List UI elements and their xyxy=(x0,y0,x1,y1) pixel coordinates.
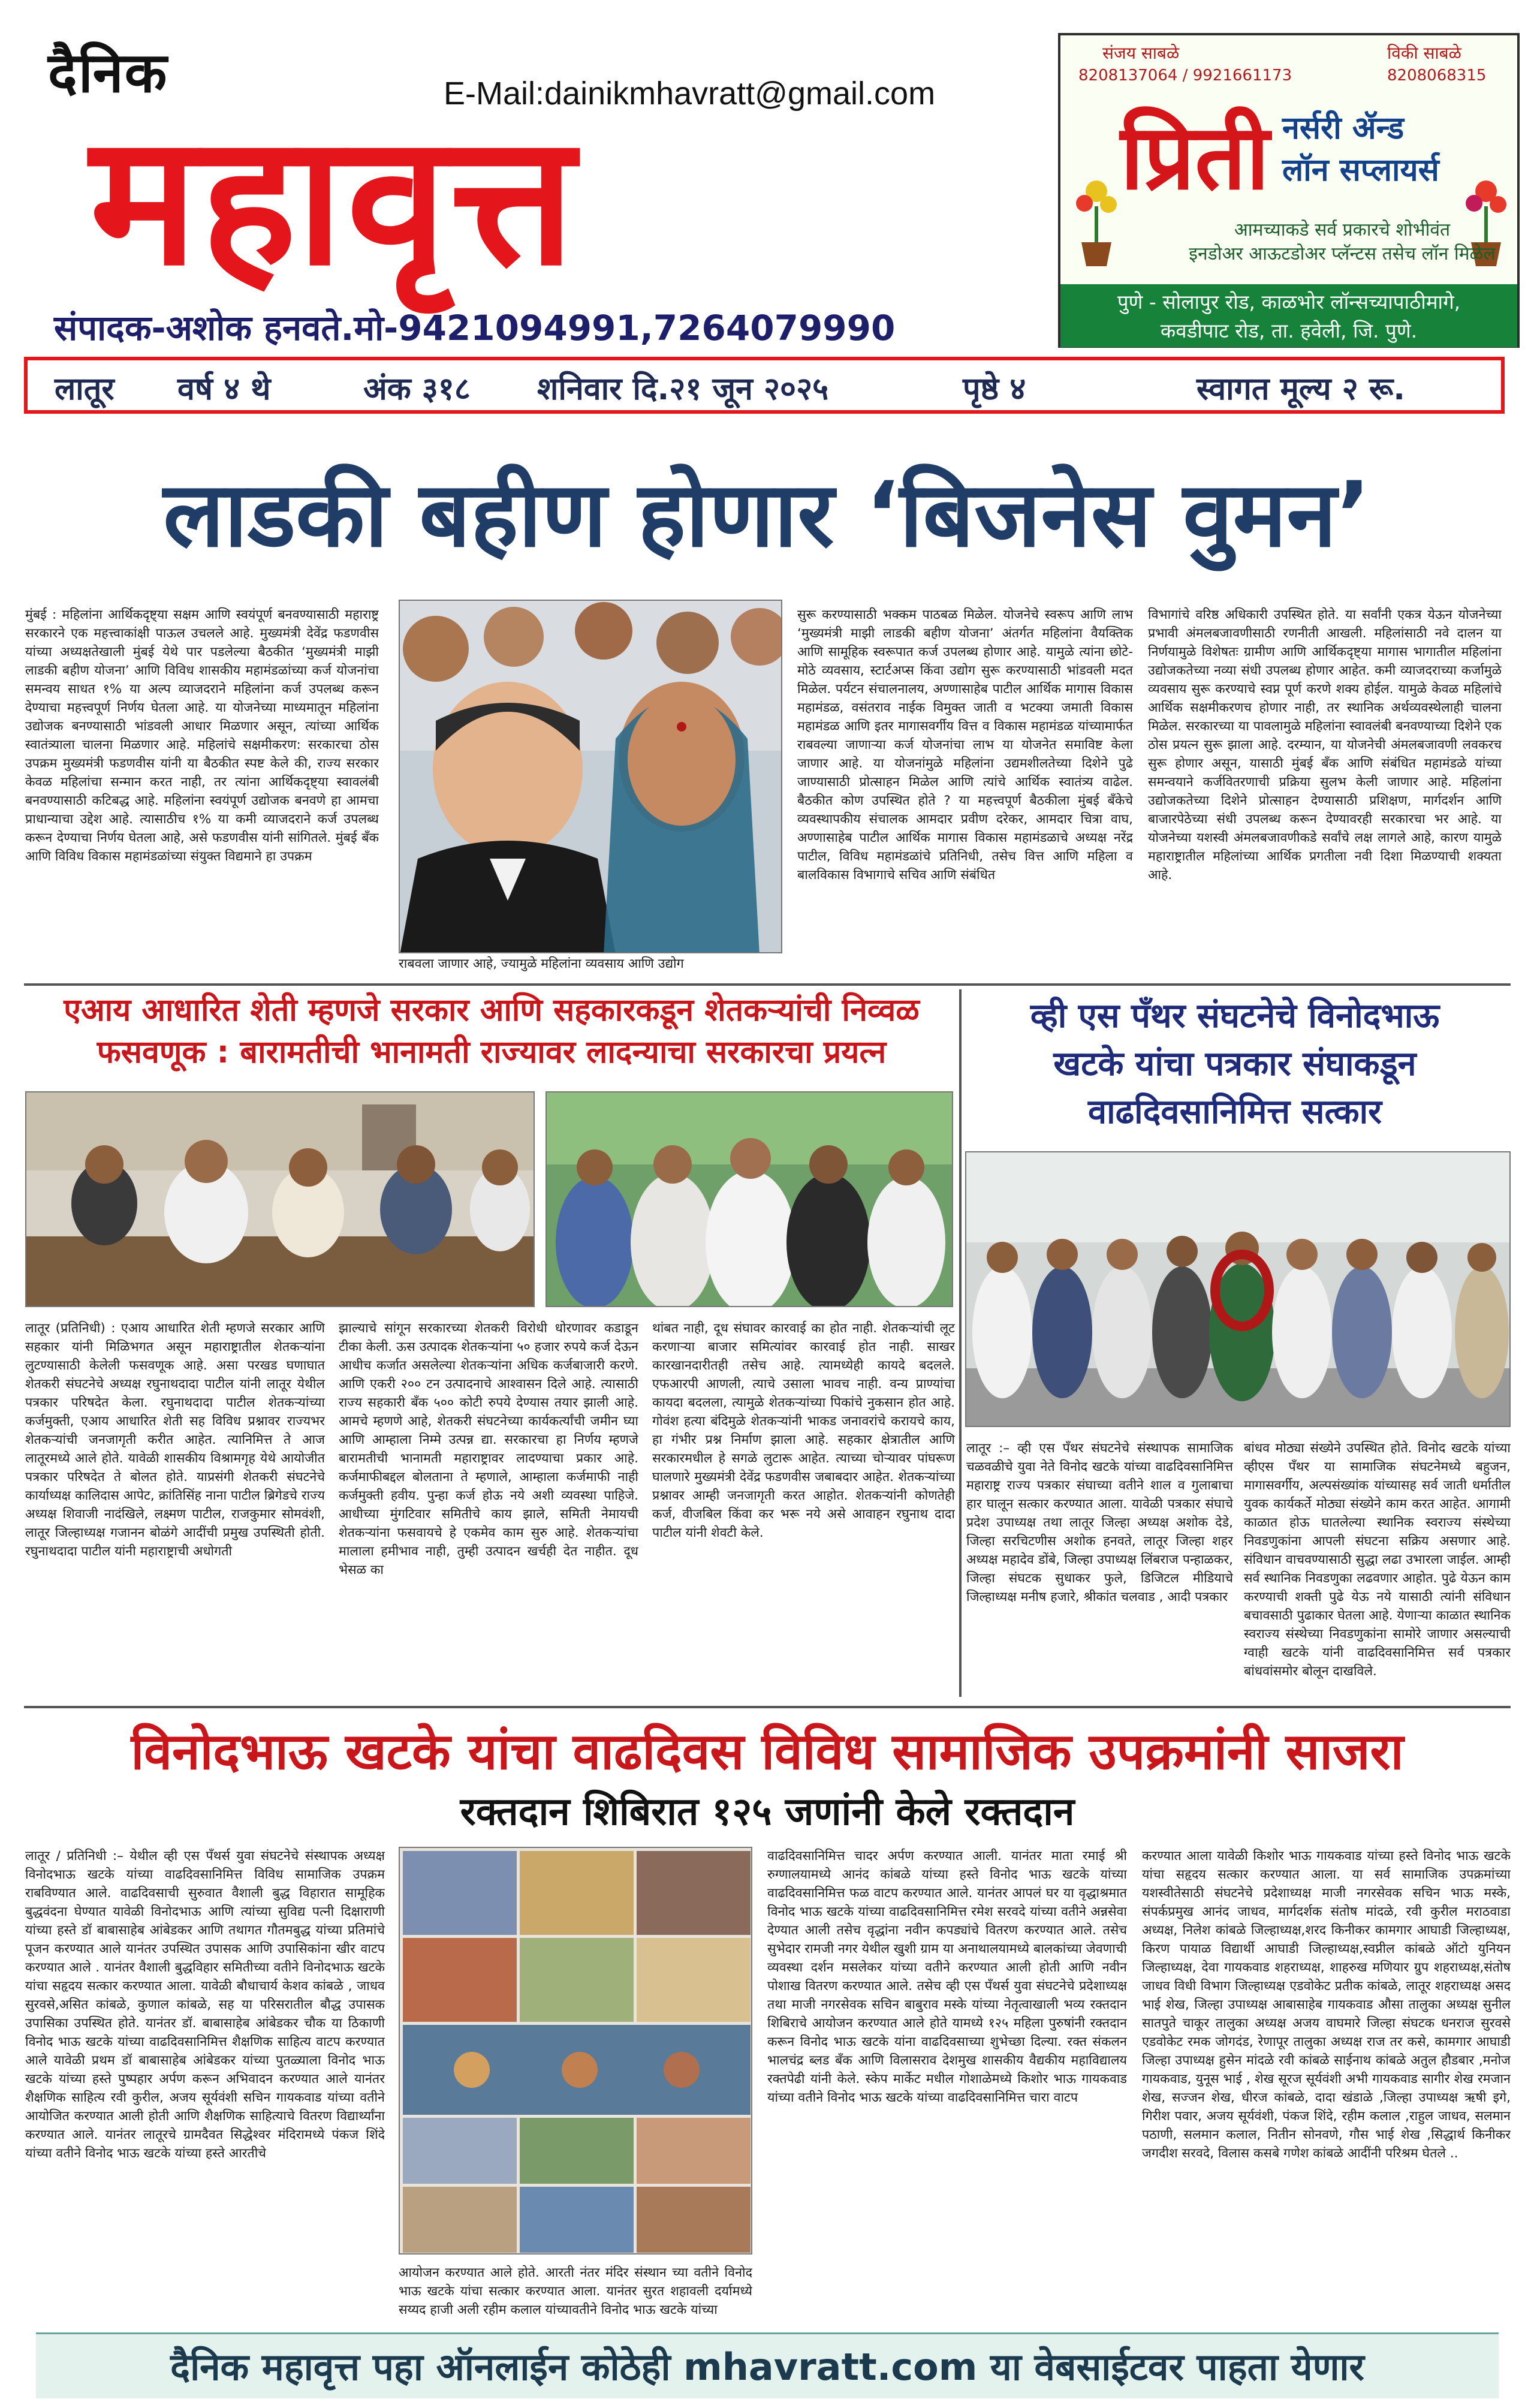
story4-column-4: करण्यात आला यावेळी किशोर भाऊ गायकवाड यांच्या हस्ते विनोद भाऊ खटके यांचा सहृदय सत्कार करण्यात आला. या सर्व सामाजिक उपक्रमांच्या यशस्वीतेसाठी संघटनेचे प्रदेशाध्यक्ष माजी नगरसेवक सचिन भाऊ मस्के, संपर्कप्रमुख आनंद जाधव, मार्गदर्शक संतोष मांदळे, रवी कुरील मराठवाडा अध्यक्ष, निलेश कांबळे जिल्हाध्यक्ष,शरद किनीकर कामगार आघाडी जिल्हाध्यक्ष, किरण पायाळ विद्यार्थी आघाडी जिल्हाध्यक्ष,स्वप्नील कांबळे ऑटो युनियन जिल्हाध्यक्ष, देवा गायकवाड शहराध्यक्ष, शाहरुख मणियार ग्रुप शहराध्यक्ष,संतोष जाधव विधी विभाग जिल्हाध्यक्ष एडवोकेट प्रतीक कांबळे, लातूर शहराध्यक्ष असद भाई शेख, जिल्हा उपाध्यक्ष आबासाहेब गायकवाड औसा तालुका अध्यक्ष सुनील सातपुते चाकूर तालुका अध्यक्ष अजय वाघमारे जिल्हा संघटक धनराज सुरवसे एडवोकेट रमक जोगदंड, रेणापूर तालुका अध्यक्ष राज तर कसे, कामगार आघाडी जिल्हा उपाध्यक्ष हुसेन मांदळे रवी कांबळे साईनाथ कांबळे अतुल हौडबार ,मनोज गायकवाड, युनूस भाई , शेख सूरज सूर्यवंशी अभी गायकवाड सागीर शेख रमजान शेख, सज्जन शेख, धीरज कांबळे, दादा खंडाळे ,जिल्हा उपाध्यक्ष ऋषी इगे, गिरीश पवार, अजय सूर्यवंशी, पंकज शिंदे, रहीम कलाल ,राहुल जाधव, सलमान पठाणी, सलमान कलाल, नितीन सोनवणे, गौस भाई शेख ,सिद्धार्थ किनीकर जगदीश सरवदे, विलास कसबे गणेश कांबळे आदींनी परिश्रम घेतले .. xyxy=(1142,1849,1511,2161)
story4-column-3: वाढदिवसानिमित्त चादर अर्पण करण्यात आली. यानंतर माता रमाई श्री रुग्णालयामध्ये आनंद कांबळे यांच्या हस्ते विनोद भाऊ खटके यांच्या वाढदिवसानिमित्त फळ वाटप करण्यात आले. यानंतर आपलं घर या वृद्धाश्रमात विनोद भाऊ खटके यांच्या वाढदिवसानिमित्त रमेश सरवदे यांच्या वतीने अन्नसेवा देण्यात आली तसेच वृद्धांना नवीन कपड्यांचे वितरण करण्यात आले. तसेच सुभेदार रामजी नगर येथील खुशी ग्राम या अनाथालयामध्ये बालकांच्या जेवणाची व्यवस्था दर्शन मसलेकर यांच्या वतीने करण्यात आली होती आणि नवीन पोशाख वितरण करण्यात आले. तसेच व्ही एस पँथर्स युवा संघटनेचे प्रदेशाध्यक्ष तथा माजी नगरसेवक सचिन बाबुराव मस्के यांच्या नेतृत्वाखाली भव्य रक्तदान शिबिराचे आयोजन करण्यात आले होते यामध्ये १२५ महिला पुरुषांनी रक्तदान करून विनोद भाऊ खटके यांना वाढदिवसाच्या शुभेच्छा दिल्या. रक्त संकलन भालचंद्र ब्लड बँक आणि विलासराव देशमुख शासकीय वैद्यकीय महाविद्यालय रक्तपेढी यांनी केले. स्केप मार्केट मधील गोशाळेमध्ये किशोर भाऊ गायकवाड यांच्या वतीने विनोद भाऊ खटके यांच्या वाढदिवसानिमित्त चारा वाटप xyxy=(767,1849,1127,2105)
ad-phone-right: 8208068315 xyxy=(1387,67,1487,85)
story2-photo-group xyxy=(546,1091,953,1307)
story3-column-2: बांधव मोठ्या संख्येने उपस्थित होते. विनोद खटके यांच्या व्हीएस पँथर या सामाजिक संघटनेमध्ये बहुजन, मागासवर्गीय, अल्पसंख्यांक यांच्यासह सर्व जाती धर्मातील युवक कार्यकर्ते मोठ्या संख्येने काम करत आहेत. आगामी काळात होऊ घातलेल्या स्थानिक स्वराज्य संस्थेच्या निवडणुकांना आपली संघटना सक्रिय असणार आहे. संविधान वाचवण्यासाठी सुद्धा लढा उभारला जाईल. आम्ही सर्व स्थानिक निवडणुका लढवणार आहोत. पुढे येऊन काम करण्याची शक्ती पुढे येऊ नये यासाठी त्यांनी संविधान बचावसाठी पुढाकार घेतला आहे. येणाऱ्या काळात स्थानिक स्वराज्य संस्थेच्या निवडणुकांना सामोरे जाणार असल्याची ग्वाही खटके यांनी वाढदिवसानिमित्त सर्व पत्रकार बांधवांसमोर बोलून दाखविले. xyxy=(1244,1441,1511,1679)
ad-offer-line1: आमच्याकडे सर्व प्रकारचे शोभीवंत xyxy=(1234,219,1451,240)
nursery-advertisement xyxy=(1058,33,1520,348)
story1-column-1: मुंबई : महिलांना आर्थिकदृष्ट्या सक्षम आणि स्वयंपूर्ण बनवण्यासाठी महाराष्ट्र सरकारने एक महत्त्वाकांक्षी पाऊल उचलले आहे. मुख्यमंत्री देवेंद्र फडणवीस यांच्या अध्यक्षतेखाली मुंबई येथे पार पडलेल्या बैठकीत ‘मुख्यमंत्री माझी लाडकी बहीण योजना’ आणि विविध शासकीय महामंडळांच्या कर्ज योजनांचा समन्वय साधत १% या अल्प व्याजदराने महिलांना कर्ज उपलब्ध करून देण्याचा महत्त्वपूर्ण निर्णय घेतला आहे. या योजनेच्या माध्यमातून महिलांना उद्योजक बनण्यासाठी भांडवली आधार मिळणार असून, त्यांच्या आर्थिक स्वातंत्र्याला चालना मिळणार आहे. महिलांचे सक्षमीकरण: सरकारचा ठोस उपक्रम मुख्यमंत्री फडणवीस यांनी या बैठकीत स्पष्ट केले की, राज्य सरकार केवळ महिलांचा सन्मान करत नाही, तर त्यांना आर्थिकदृष्ट्या स्वावलंबी बनवण्यासाठी कटिबद्ध आहे. महिलांना स्वयंपूर्ण उद्योजक बनवणे हा आमचा प्राधान्याचा उद्देश आहे. त्यासाठीच १% या कमी व्याजदराने कर्ज उपलब्ध करून देण्याचा निर्णय घेतला आहे, असे फडणवीस यांनी सांगितले. मुंबई बँक आणि विविध विकास महामंडळांच्या संयुक्त विद्यमाने हा उपक्रम xyxy=(25,607,379,864)
story4-photo-caption: आयोजन करण्यात आले होते. आरती नंतर मंदिर संस्थान च्या वतीने विनोद भाऊ खटके यांचा सत्कार करण्यात आला. यानंतर सुरत शहावली दर्यामध्ये सय्यद हाजी अली रहीम कलाल यांच्यावतीने विनोद भाऊ खटके यांच्या xyxy=(399,2265,752,2317)
masthead xyxy=(0,0,1534,360)
issue-number: अंक ३१८ xyxy=(363,371,471,407)
story2-photo-press-conference xyxy=(25,1091,535,1307)
issue-year: वर्ष ४ थे xyxy=(177,371,271,407)
footer-website-banner: दैनिक महावृत्त पहा ऑनलाईन कोठेही mhavratt.com या वेबसाईटवर पाहता येणार xyxy=(36,2332,1499,2398)
story4-column-1: लातूर / प्रतिनिधी :– येथील व्ही एस पँथर्स युवा संघटनेचे संस्थापक अध्यक्ष विनोदभाऊ खटके यांच्या वाढदिवसानिमित्त विविध सामाजिक उपक्रम राबविण्यात आले. वाढदिवसाची सुरुवात वैशाली बुद्ध विहारात सामूहिक बुद्धवंदना घेण्यात यावेळी विनोदभाऊ आणि त्यांच्या सुविद्य पत्नी दिक्षाराणी यांच्या हस्ते डॉ बाबासाहेब आंबेडकर आणि तथागत गौतमबुद्ध यांच्या प्रतिमांचे पूजन करण्यात आले यानंतर उपस्थित उपासक आणि उपासिकांना खीर वाटप करण्यात आले . यानंतर वैशाली बुद्धविहार समितीच्या वतीने विनोदभाऊ खटके यांचा सहृदय सत्कार करण्यात आला. यावेळी बौधाचार्य केशव कांबळे , जाधव सुरवसे,असित कांबळे, कुणाल कांबळे, सह या परिसरातील बौद्ध उपासक उपासिका उपस्थित होते. यानंतर डॉ. बाबासाहेब आंबेडकर चौक या ठिकाणी विनोद भाऊ खटके यांच्या वाढदिवसानिमित्त शैक्षणिक साहित्य वाटप करण्यात आले यावेळी प्रथम डॉ बाबासाहेब आंबेडकर यांच्या पुतळ्याला विनोद भाऊ खटके यांच्या हस्ते पुष्पहार अर्पण करून अभिवादन करण्यात आले यानंतर शैक्षणिक साहित्य रवी कुरील, अजय सूर्यवंशी सचिन गायकवाड यांच्या वतीने आयोजित करण्यात आली होती आणि शैक्षणिक साहित्याचे वितरण विद्यार्थ्यांना करण्यात आले. यानंतर लातूरचे ग्रामदैवत सिद्धेश्वर मंदिरामध्ये पंकज शिंदे यांच्या वतीने विनोद भाऊ खटके यांच्या हस्ते आरतीचे xyxy=(25,1849,385,2161)
story4-photo-collage xyxy=(399,1847,752,2255)
story2-headline-line2: फसवणूक : बारामतीची भानामती राज्यावर लादन्याचा सरकारचा प्रयत्न xyxy=(97,1034,887,1070)
story4-subheadline: रक्तदान शिबिरात १२५ जणांनी केले रक्तदान xyxy=(460,1790,1075,1834)
ad-address-line1: पुणे - सोलापुर रोड, काळभोर लॉन्सच्यापाठीमागे, xyxy=(1117,290,1461,314)
issue-info-bar xyxy=(24,357,1505,414)
ad-contacts xyxy=(1060,35,1517,101)
story1-photo-caption: राबवला जाणार आहे, ज्यामुळे महिलांना व्यवसाय आणि उद्योग xyxy=(399,956,684,971)
ad-address-line2: कवडीपाट रोड, ता. हवेली, जि. पुणे. xyxy=(1160,319,1418,342)
story3-headline-line2: खटके यांचा पत्रकार संघाकडून xyxy=(1053,1045,1417,1083)
story1-photo xyxy=(399,600,782,953)
story3-photo-felicitation xyxy=(965,1151,1511,1427)
ad-subtitle xyxy=(1282,107,1439,191)
ad-brand: प्रिती xyxy=(1120,106,1270,210)
ad-sub-line1: नर्सरी ॲन्ड xyxy=(1282,110,1405,146)
section-divider xyxy=(24,983,1511,986)
ad-address xyxy=(1060,284,1517,347)
story2-headline-line1: एआय आधारित शेती म्हणजे सरकार आणि सहकारकडून शेतकऱ्यांची निव्वळ xyxy=(64,992,920,1028)
newspaper-title: महावृत्त xyxy=(90,96,578,305)
story3-headline-line1: व्ही एस पँथर संघटनेचे विनोदभाऊ xyxy=(1030,997,1440,1036)
section-divider xyxy=(24,1706,1511,1708)
story2-column-2: झाल्याचे सांगून सरकारच्या शेतकरी विरोधी धोरणावर कडाडून टीका केली. ऊस उत्पादक शेतकऱ्यांना ५० हजार रुपये कर्ज देऊन आधीच कर्जात असलेल्या शेतकऱ्यांना अधिक कर्जबाजारी करणे. आणि एकरी २०० टन उत्पादनाचे आश्वासन दिले आहे. त्यासाठी राज्य सहकारी बँक ५०० कोटी रुपये देण्यास तयार झाली आहे. आमचे म्हणणे आहे, शेतकरी संघटनेच्या कार्यकर्त्यांची जमीन घ्या आणि आम्हाला निम्मे उत्पन्न द्या. सरकारचा हा निर्णय म्हणजे बारामतीची भानामती महाराष्ट्रावर लादण्याचा प्रकार आहे. कर्जमाफीबद्दल बोलताना ते म्हणाले, आम्हाला कर्जमाफी नाही कर्जमुक्ती हवीय. पुन्हा कर्ज होऊ नये अशी व्यवस्था पाहिजे. आधीच्या मुंगटिवार समितीचे काय झाले, समिती नेमायची शेतकऱ्यांना फसवायचे हे एकमेव काम सुरु आहे. शेतकऱ्यांचा मालाला हमीभाव नाही, तुम्ही उत्पादन खर्चही देत नाहीत. दूध भेसळ का xyxy=(339,1321,638,1578)
issue-price: स्वागत मूल्य २ रू. xyxy=(1197,371,1406,407)
ad-name-right: विकी साबळे xyxy=(1387,43,1461,63)
story3-column-1: लातूर :– व्ही एस पँथर संघटनेचे संस्थापक सामाजिक चळवळीचे युवा नेते विनोद खटके यांच्या वाढदिवसानिमित्त महाराष्ट्र राज्य पत्रकार संघाच्या वतीने शाल व गुलाबाचा हार घालून सत्कार करण्यात आला. यावेळी पत्रकार संघाचे प्रदेश उपाध्यक्ष तथा लातूर जिल्हा अध्यक्ष अशोक देडे, जिल्हा सरचिटणीस अशोक हनवते, लातूर जिल्हा शहर अध्यक्ष महादेव डोंबे, जिल्हा उपाध्यक्ष लिंबराज पन्हाळकर, जिल्हा संघटक सुधाकर फुले, डिजिटल मीडियाचे जिल्हाध्यक्ष मनीष हजारे, श्रीकांत चलवाड , आदी पत्रकार xyxy=(966,1441,1233,1605)
flower-pot-icon xyxy=(1069,173,1123,269)
ad-name-left: संजय साबळे xyxy=(1102,43,1180,63)
story2-column-3: थांबत नाही, दूध संघावर कारवाई का होत नाही. शेतकऱ्यांची लूट करणाऱ्या बाजार समित्यांवर कारवाई होत नाही. साखर कारखानदारीतही तसेच आहे. त्यामध्येही कायदे बदलले. एफआरपी आणली, त्याचे उसाला भावच नाही. वन्य प्राण्यांचा कायदा बदलला, त्यामुळे शेतकऱ्यांच्या पिकांचे नुकसान होत आहे. गोवंश हत्या बंदिमुळे शेतकऱ्यांनी भाकड जनावरांचे करायचे काय, हा गंभीर प्रश्न निर्माण झाला आहे. सहकार क्षेत्रातील आणि सरकारमधील हे सगळे लुटारू आहेत. त्याच्या चोऱ्यावर पांघरूण घालणारे मुख्यमंत्री देवेंद्र फडणवीस जबाबदार आहेत. शेतकऱ्यांच्या प्रश्नावर आम्ही जनजागृती करत आहोत. शेतकऱ्यांनी कोणतेही कर्ज, वीजबिल किंवा कर भरू नये असे आवाहन रघुनाथ दादा पाटील यांनी शेवटी केले. xyxy=(652,1321,955,1540)
story1-column-3: सुरू करण्यासाठी भक्कम पाठबळ मिळेल. योजनेचे स्वरूप आणि लाभ ‘मुख्यमंत्री माझी लाडकी बहीण योजना’ अंतर्गत महिलांना वैयक्तिक आणि सामूहिक स्वरूपात कर्ज उपलब्ध होणार आहे. यामुळे त्यांना छोटे-मोठे व्यवसाय, स्टार्टअप्स किंवा उद्योग सुरू करण्यासाठी भांडवली मदत मिळेल. पर्यटन संचालनालय, अण्णासाहेब पाटील आर्थिक मागास विकास महामंडळ, वसंतराव नाईक विमुक्त जाती व भटक्या जमाती विकास महामंडळ आणि इतर मागासवर्गीय वित्त व विकास महामंडळ यांच्यामार्फत राबवल्या जाणाऱ्या कर्ज योजनांचा लाभ या योजनेत समाविष्ट केला जाणार आहे. या योजनांमुळे महिलांना उद्यमशीलतेच्या दिशेने पुढे जाण्यासाठी प्रोत्साहन मिळेल आणि त्यांचे आर्थिक स्वातंत्र्य वाढेल. बैठकीत कोण उपस्थित होते ? या महत्त्वपूर्ण बैठकीला मुंबई बँकेचे व्यवस्थापकीय संचालक आमदार प्रवीण दरेकर, आमदार चित्रा वाघ, अण्णासाहेब पाटील आर्थिक मागास विकास महामंडळाचे अध्यक्ष नरेंद्र पाटील, विविध महामंडळांचे प्रतिनिधी, तसेच वित्त आणि महिला व बालविकास विभागाचे सचिव आणि संबंधित xyxy=(797,607,1133,883)
story3-headline xyxy=(959,992,1511,1136)
masthead-email: E-Mail:dainikmhavratt@gmail.com xyxy=(444,76,936,112)
ad-offer xyxy=(1168,218,1516,266)
issue-date: शनिवार दि.२१ जून २०२५ xyxy=(537,371,829,407)
ad-sub-line2: लॉन सप्लायर्स xyxy=(1282,152,1439,188)
editor-line: संपादक-अशोक हनवते.मो-9421094991,7264079990 xyxy=(54,308,896,348)
ad-offer-line2: इनडोअर आऊटडोअर प्लॅन्टस तसेच लॉन मिळेल xyxy=(1189,243,1496,264)
story1-column-4: विभागांचे वरिष्ठ अधिकारी उपस्थित होते. या सर्वांनी एकत्र येऊन योजनेच्या प्रभावी अंमलबजावणीसाठी रणनीती आखली. महिलांसाठी नवे दालन या निर्णयामुळे विशेषतः ग्रामीण आणि आर्थिकदृष्ट्या मागास भागातील महिलांना उद्योजकतेच्या नव्या संधी उपलब्ध होणार आहेत. कमी व्याजदराच्या कर्जामुळे व्यवसाय सुरू करण्याचे स्वप्न पूर्ण करणे शक्य होईल. यामुळे केवळ महिलांचे आर्थिक सक्षमीकरणच होणार नाही, तर स्थानिक अर्थव्यवस्थेलाही चालना मिळेल. सरकारच्या या पावलामुळे महिलांना स्वावलंबी बनवण्याच्या दिशेने एक ठोस प्रयत्न सुरू झाला आहे. दरम्यान, या योजनेची अंमलबजावणी लवकरच सुरू होणार असून, यासाठी मुंबई बँक आणि संबंधित महामंडळे यांच्या समन्वयाने कर्जवितरणाची प्रक्रिया सुलभ केली जाणार आहे. महिलांना उद्योजकतेच्या दिशेने प्रोत्साहन देण्यासाठी प्रशिक्षण, मार्गदर्शन आणि बाजारपेठेच्या संधी उपलब्ध करून देण्यावरही सरकारचा भर आहे. या योजनेच्या यशस्वी अंमलबजावणीकडे सर्वांचे लक्ष लागले आहे, कारण यामुळे महाराष्ट्रातील महिलांच्या आर्थिक प्रगतीला नवी दिशा मिळण्याची शक्यता आहे. xyxy=(1148,607,1502,883)
masthead-label: दैनिक xyxy=(48,41,168,105)
issue-city: लातूर xyxy=(55,371,114,407)
story3-headline-line3: वाढदिवसानिमित्त सत्कार xyxy=(1087,1092,1382,1131)
story2-headline xyxy=(24,989,959,1073)
story2-column-1: लातूर (प्रतिनिधी) : एआय आधारित शेती म्हणजे सरकार आणि सहकार यांनी मिळिभगत असून महाराष्ट्रातील शेतकऱ्यांना लुटण्यासाठी केलेली फसवणूक आहे. असा परखड घणाघात शेतकरी संघटनेचे अध्यक्ष रघुनाथदादा पाटील यांनी लातूर येथील पत्रकार परिषदेत केला. रघुनाथदादा पाटील शेतकऱ्यांच्या कर्जमुक्ती, एआय आधारित शेती सह विविध प्रश्नावर राज्यभर शेतकऱ्यांची जनजागृती करीत आहेत. त्यानिमित्त ते आज लातूरमध्ये आले होते. यावेळी शासकीय विश्रामगृह येथे आयोजीत पत्रकार परिषदेत ते बोलत होते. याप्रसंगी शेतकरी संघटनेचे कार्याध्यक्ष कालिदास आपेट, क्रांतिसिंह नाना पाटील ब्रिगेडचे राज्य अध्यक्ष शिवाजी नादंखिले, लक्ष्मण पाटील, राजकुमार सोमवंशी, लातूर जिल्हाध्यक्ष गजानन बोळंगे आदींची प्रमुख उपस्थिती होती. रघुनाथदादा पाटील यांनी महाराष्ट्राची अधोगती xyxy=(25,1321,325,1559)
ad-phone-left: 8208137064 / 9921661173 xyxy=(1078,67,1292,85)
story4-headline: विनोदभाऊ खटके यांचा वाढदिवस विविध सामाजिक उपक्रमांनी साजरा xyxy=(131,1722,1404,1781)
issue-pages: पृष्ठे ४ xyxy=(963,371,1026,407)
story1-headline: लाडकी बहीण होणार ‘बिजनेस वुमन’ xyxy=(163,463,1371,567)
